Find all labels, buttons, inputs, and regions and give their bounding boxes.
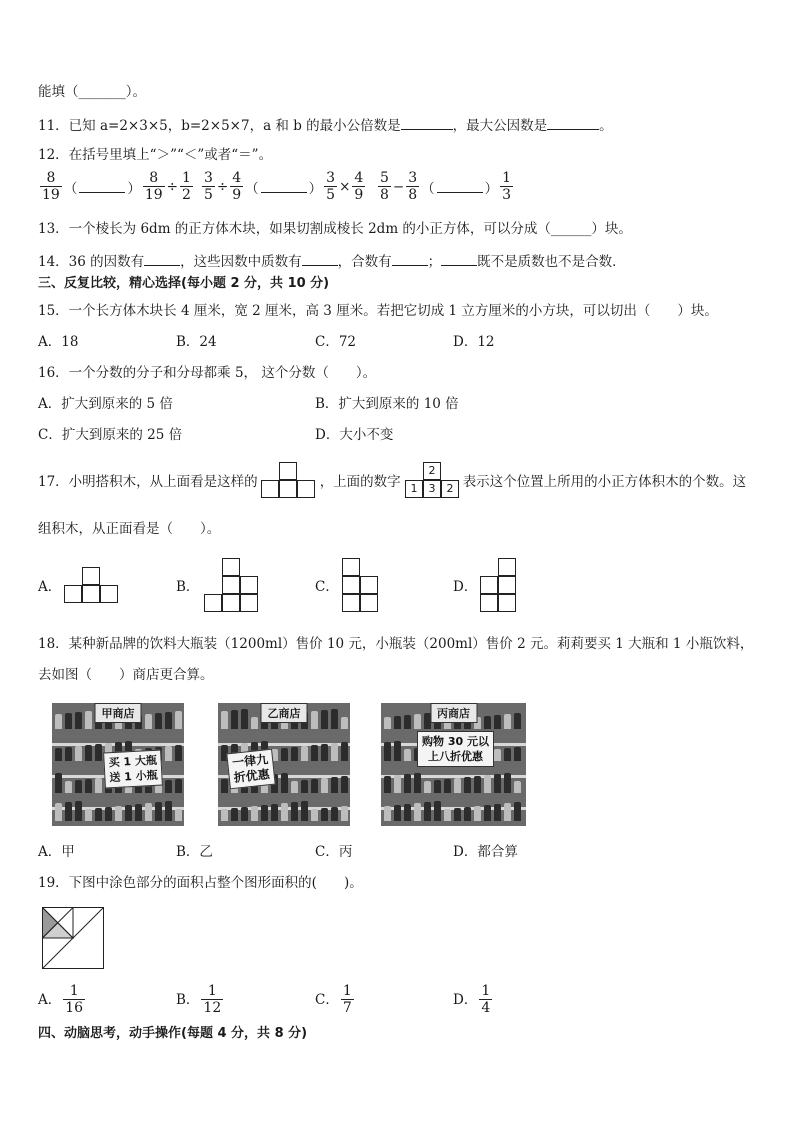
bottle bbox=[145, 714, 152, 729]
q16-option-a[interactable]: A．扩大到原来的 5 倍 bbox=[38, 396, 173, 412]
bottle bbox=[384, 776, 391, 793]
fraction: $\frac{1}{7}$ bbox=[342, 983, 352, 1016]
bottle bbox=[135, 804, 142, 821]
bottle bbox=[95, 808, 102, 821]
store-tag: 乙商店 bbox=[261, 703, 308, 723]
bottle bbox=[504, 748, 511, 761]
q11-blank-gcd[interactable] bbox=[547, 115, 599, 130]
q13: 13．一个棱长为 6dm 的正方体木块，如果切割成棱长 2dm 的小正方体，可以分成（______）块。 bbox=[38, 221, 632, 237]
q18-line1: 18．某种新品牌的饮料大瓶装（1200ml）售价 10 元，小瓶装（200ml）售价 2 元。莉莉要买 1 大瓶和 1 小瓶饮料， bbox=[38, 636, 754, 652]
bottle bbox=[514, 802, 521, 821]
grid-cell-number: 2 bbox=[441, 480, 459, 498]
bottle bbox=[514, 713, 521, 729]
bottle bbox=[231, 710, 238, 729]
fraction: $\frac{1}{4}$ bbox=[481, 983, 491, 1016]
bottle bbox=[291, 802, 298, 821]
bottle bbox=[75, 801, 82, 821]
bottle bbox=[261, 805, 268, 821]
q11-text-b: ，最大公因数是 bbox=[452, 118, 548, 134]
q16-text: 16．一个分数的分子和分母都乘 5， 这个分数（ ）。 bbox=[38, 365, 377, 381]
q11-text-a: 11．已知 a=2×3×5，b=2×5×7，a 和 b 的最小公倍数是 bbox=[38, 118, 401, 134]
store-sign: 一律九 折优惠 bbox=[226, 749, 276, 790]
q12-blank-1[interactable] bbox=[79, 180, 125, 193]
bottle bbox=[404, 804, 411, 821]
fraction: $\frac{5}{8}$ bbox=[380, 170, 389, 203]
bottle bbox=[414, 803, 421, 821]
section-3-heading: 三、反复比较，精心选择(每小题 2 分，共 10 分) bbox=[38, 276, 330, 291]
q14: 14．36 的因数有 ，这些因数中质数有 ，合数有 ； 既不是质数也不是合数． bbox=[38, 251, 626, 271]
bottle bbox=[221, 779, 228, 793]
bottle bbox=[251, 806, 258, 821]
bottle bbox=[75, 780, 82, 793]
grid-cell bbox=[240, 576, 258, 594]
bottle bbox=[311, 779, 318, 793]
bottle bbox=[95, 778, 102, 793]
bottle bbox=[311, 809, 318, 821]
grid-cell bbox=[360, 594, 378, 612]
bottle bbox=[484, 716, 491, 729]
fraction: $\frac{3}{5}$ bbox=[204, 170, 213, 203]
grid-cell bbox=[222, 576, 240, 594]
bottle bbox=[281, 748, 288, 761]
bottle bbox=[231, 808, 238, 821]
bottle bbox=[85, 809, 92, 821]
store-yi-photo bbox=[218, 703, 350, 826]
bottle bbox=[221, 711, 228, 729]
bottle bbox=[321, 778, 328, 793]
section-4-heading: 四、动脑思考，动手操作(每题 4 分，共 8 分) bbox=[38, 1026, 308, 1041]
q14-blank-primes[interactable] bbox=[302, 251, 338, 266]
bottle bbox=[241, 807, 248, 821]
bottle bbox=[394, 716, 401, 729]
bottle bbox=[331, 807, 338, 821]
bottle bbox=[301, 780, 308, 793]
bottle bbox=[504, 773, 511, 793]
bottle bbox=[474, 776, 481, 793]
bottle bbox=[504, 803, 511, 821]
bottle bbox=[331, 777, 338, 793]
fraction: $\frac{1}{12}$ bbox=[203, 983, 222, 1016]
q19-figure bbox=[42, 907, 104, 969]
grid-cell-number: 1 bbox=[405, 480, 423, 498]
bottle bbox=[165, 801, 172, 821]
bottle bbox=[394, 775, 401, 793]
grid-cell bbox=[100, 585, 118, 603]
bottle bbox=[301, 801, 308, 821]
grid-cell bbox=[279, 480, 297, 498]
q11-text-c: 。 bbox=[599, 118, 613, 134]
fraction: $\frac{8}{19}$ bbox=[42, 170, 60, 203]
q17-line2: 组积木，从正面看是（ ）。 bbox=[38, 521, 221, 537]
fraction: $\frac{1}{16}$ bbox=[65, 983, 84, 1016]
grid-cell bbox=[297, 480, 315, 498]
fraction: $\frac{4}{9}$ bbox=[354, 170, 364, 203]
bottle bbox=[484, 805, 491, 821]
fraction: $\frac{3}{8}$ bbox=[408, 170, 418, 203]
bottle bbox=[384, 742, 391, 761]
grid-cell bbox=[279, 462, 297, 480]
bottle bbox=[85, 745, 92, 761]
bottle bbox=[105, 807, 112, 821]
q17-option-a[interactable]: A． bbox=[38, 579, 62, 595]
fraction: $\frac{3}{5}$ bbox=[326, 170, 336, 203]
q12-text: 12．在括号里填上“＞”“＜”或者“＝”。 bbox=[38, 147, 273, 163]
grid-cell bbox=[222, 594, 240, 612]
bottle bbox=[341, 776, 348, 793]
q17-option-d[interactable]: D． bbox=[453, 579, 478, 595]
q16-option-d[interactable]: D．大小不变 bbox=[315, 427, 394, 443]
q19-option-a[interactable]: A． $\frac{1}{16}$ bbox=[38, 983, 84, 1016]
store-jia-photo bbox=[52, 703, 184, 826]
bottle bbox=[155, 802, 162, 821]
bottle bbox=[95, 744, 102, 761]
bottle bbox=[444, 779, 451, 793]
grid-cell bbox=[240, 594, 258, 612]
q14-blank-factors[interactable] bbox=[144, 251, 180, 266]
bottle bbox=[55, 748, 62, 761]
bottle bbox=[175, 711, 182, 729]
bottle bbox=[321, 744, 328, 761]
q11-blank-lcm[interactable] bbox=[401, 115, 453, 130]
bottle bbox=[85, 779, 92, 793]
bottle bbox=[414, 773, 421, 793]
q14-blank-composites[interactable] bbox=[392, 251, 428, 266]
bottle bbox=[494, 804, 501, 821]
q19-option-d[interactable]: D． $\frac{1}{4}$ bbox=[453, 983, 491, 1016]
bottle bbox=[65, 781, 72, 793]
q12-blank-2[interactable] bbox=[261, 180, 307, 193]
fraction: $\frac{8}{19}$ bbox=[144, 170, 163, 203]
q15-text: 15．一个长方体木块长 4 厘米，宽 2 厘米，高 3 厘米。若把它切成 1 立方厘米的小方块，可以切出（ ）块。 bbox=[38, 303, 718, 319]
bottle bbox=[75, 746, 82, 761]
bottle bbox=[85, 711, 92, 729]
grid-cell bbox=[204, 594, 222, 612]
bottle bbox=[454, 778, 461, 793]
grid-cell bbox=[82, 585, 100, 603]
bottle bbox=[165, 746, 172, 761]
q12-item-2: $\frac{3}{5}$ ÷ $\frac{4}{9}$ （ ） $\frac{3}{5}$ × $\frac{4}{9}$ bbox=[204, 170, 364, 203]
q19-option-c[interactable]: C． $\frac{1}{7}$ bbox=[315, 983, 352, 1016]
q17-option-b[interactable]: B． bbox=[176, 579, 200, 595]
q10-tail: 能填（_______）。 bbox=[38, 84, 146, 100]
grid-cell bbox=[342, 558, 360, 576]
q15-option-b[interactable]: B．24 bbox=[176, 334, 217, 350]
bottle bbox=[404, 774, 411, 793]
grid-cell bbox=[498, 558, 516, 576]
bottle bbox=[331, 743, 338, 761]
bottle bbox=[474, 806, 481, 821]
bottle bbox=[221, 809, 228, 821]
fraction: $\frac{1}{2}$ bbox=[181, 170, 191, 203]
bottle bbox=[65, 713, 72, 729]
grid-cell bbox=[222, 558, 240, 576]
q15-option-d[interactable]: D．12 bbox=[453, 334, 495, 350]
bottle bbox=[271, 804, 278, 821]
q11 bbox=[38, 115, 613, 135]
q17-text: 17．小明搭积木，从上面看是这样的 ，上面的数字 表示这个位置上所用的小正方体积木的个数。这 bbox=[38, 474, 747, 490]
bottle bbox=[484, 775, 491, 793]
q18-option-a[interactable]: A．甲 bbox=[38, 844, 75, 860]
bottle bbox=[55, 803, 62, 821]
grid-cell bbox=[82, 567, 100, 585]
bottle bbox=[414, 714, 421, 729]
grid-cell bbox=[480, 594, 498, 612]
bottle bbox=[341, 806, 348, 821]
bottle bbox=[514, 747, 521, 761]
bottle bbox=[311, 745, 318, 761]
bottle bbox=[384, 806, 391, 821]
bottle bbox=[494, 749, 501, 761]
grid-cell bbox=[498, 576, 516, 594]
bottle bbox=[281, 803, 288, 821]
bottle bbox=[175, 779, 182, 793]
bottle bbox=[65, 802, 72, 821]
bottle bbox=[281, 773, 288, 793]
q18-option-c[interactable]: C．丙 bbox=[315, 844, 353, 860]
bottle bbox=[321, 808, 328, 821]
q12-item-1: $\frac{8}{19}$ （ ） $\frac{8}{19}$ ÷ $\frac{1}{2}$ bbox=[42, 170, 191, 203]
grid-cell bbox=[360, 576, 378, 594]
bottle bbox=[165, 780, 172, 793]
bottle bbox=[55, 773, 62, 793]
bottle bbox=[145, 803, 152, 821]
q14-blank-neither[interactable] bbox=[441, 251, 477, 266]
grid-cell bbox=[342, 594, 360, 612]
bottle bbox=[75, 712, 82, 729]
bottle bbox=[291, 781, 298, 793]
bottle bbox=[175, 745, 182, 761]
bottle bbox=[494, 715, 501, 729]
bottle bbox=[394, 741, 401, 761]
bottle bbox=[115, 806, 122, 821]
bottle bbox=[384, 717, 391, 729]
bottle bbox=[434, 780, 441, 793]
store-tag: 丙商店 bbox=[430, 703, 477, 723]
fraction: $\frac{4}{9}$ bbox=[232, 170, 242, 203]
grid-cell bbox=[64, 585, 82, 603]
store-sign: 买 1 大瓶 送 1 小瓶 bbox=[103, 749, 163, 788]
q12-item-3: $\frac{5}{8}$ − $\frac{3}{8}$ （ ） $\frac{1}{3}$ bbox=[380, 170, 512, 203]
bottle bbox=[504, 714, 511, 729]
bottle bbox=[321, 710, 328, 729]
bottle bbox=[125, 805, 132, 821]
grid-cell bbox=[480, 576, 498, 594]
store-sign: 购物 30 元以 上八折优惠 bbox=[417, 731, 494, 767]
bottle bbox=[175, 809, 182, 821]
q18-option-b[interactable]: B．乙 bbox=[176, 844, 213, 860]
bottle bbox=[464, 807, 471, 821]
q15-option-c[interactable]: C．72 bbox=[315, 334, 357, 350]
grid-cell bbox=[261, 480, 279, 498]
bottle bbox=[55, 714, 62, 729]
bottle bbox=[514, 781, 521, 793]
store-bing-photo bbox=[381, 703, 526, 826]
bottle bbox=[241, 709, 248, 729]
bottle bbox=[301, 746, 308, 761]
bottle bbox=[394, 805, 401, 821]
bottle bbox=[331, 709, 338, 729]
bottle bbox=[434, 801, 441, 821]
q16-option-b[interactable]: B．扩大到原来的 10 倍 bbox=[315, 396, 459, 412]
bottle bbox=[404, 715, 411, 729]
bottle bbox=[341, 742, 348, 761]
store-tag: 甲商店 bbox=[95, 703, 142, 723]
q15-option-a[interactable]: A．18 bbox=[38, 334, 79, 350]
bottle bbox=[165, 712, 172, 729]
bottle bbox=[464, 777, 471, 793]
bottle bbox=[454, 808, 461, 821]
bottle bbox=[155, 713, 162, 729]
bottle bbox=[65, 747, 72, 761]
q17-option-c[interactable]: C． bbox=[315, 579, 339, 595]
q12-blank-3[interactable] bbox=[437, 180, 483, 193]
bottle bbox=[291, 747, 298, 761]
bottle bbox=[494, 774, 501, 793]
bottle bbox=[311, 711, 318, 729]
bottle bbox=[341, 717, 348, 729]
grid-cell-number: 3 bbox=[423, 480, 441, 498]
fraction: $\frac{1}{3}$ bbox=[502, 170, 512, 203]
bottle bbox=[444, 809, 451, 821]
q19-option-b[interactable]: B． $\frac{1}{12}$ bbox=[176, 983, 222, 1016]
grid-cell-number: 2 bbox=[423, 462, 441, 480]
bottle bbox=[424, 781, 431, 793]
q18-line2: 去如图（ ）商店更合算。 bbox=[38, 667, 214, 683]
bottle bbox=[251, 717, 258, 729]
grid-cell bbox=[498, 594, 516, 612]
q19-text: 19．下图中涂色部分的面积占整个图形面积的( )。 bbox=[38, 875, 363, 891]
bottle bbox=[404, 749, 411, 761]
q18-option-d[interactable]: D．都合算 bbox=[453, 844, 518, 860]
bottle bbox=[424, 802, 431, 821]
q16-option-c[interactable]: C．扩大到原来的 25 倍 bbox=[38, 427, 183, 443]
grid-cell bbox=[342, 576, 360, 594]
